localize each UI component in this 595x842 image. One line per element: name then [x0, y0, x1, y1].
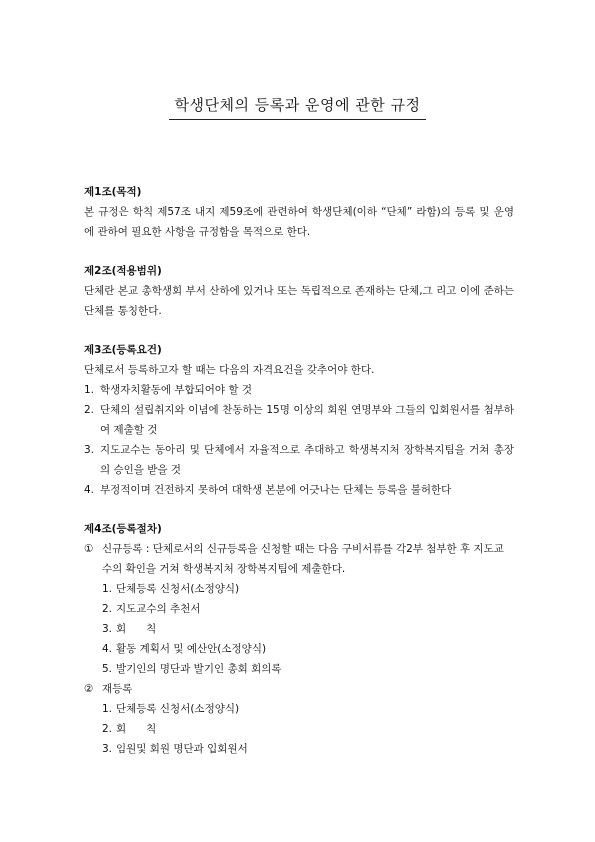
list-item-number: 2. [102, 603, 113, 615]
list-item [84, 480, 514, 500]
list-item [102, 619, 514, 639]
list-item-text: 단체의 설립취지와 이념에 찬동하는 15명 이상의 회원 연명부와 그들의 입회원서를 첨부하여 제출할 것 [100, 404, 514, 436]
article-heading: 제3조(등록요건) [84, 344, 162, 356]
list-item-text: 부정적이며 건전하지 못하여 대학생 본분에 어긋나는 단체는 등록을 불허한다 [100, 484, 452, 496]
document-body [84, 182, 514, 778]
document-title: 학생단체의 등록과 운영에 관한 규정 [169, 94, 427, 120]
list-item-number: 1. [102, 703, 113, 715]
list-item [84, 380, 514, 400]
list-item [102, 699, 514, 719]
list-item-number: 1. [84, 384, 95, 396]
article-text: 단체로서 등록하고자 할 때는 다음의 자격요건을 갖추어야 한다. [84, 364, 375, 376]
list-item [102, 599, 514, 619]
article-2 [84, 261, 514, 321]
list-item-text: 임원및 회원 명단과 입회원서 [116, 743, 248, 755]
list-item-text: 지도교수의 추천서 [116, 603, 201, 615]
list-item-text: 지도교수는 동아리 및 단체에서 자율적으로 추대하고 학생복지처 장학복지팀을 거쳐 총장의 승인을 받을 것 [100, 444, 514, 476]
list-item-number: 5. [102, 663, 113, 675]
article-1 [84, 182, 514, 242]
list-item-text: 회 칙 [116, 623, 157, 635]
list-item [102, 719, 514, 739]
document-list [84, 699, 514, 759]
article-text: 단체란 본교 총학생회 부서 산하에 있거나 또는 독립적으로 존재하는 단체,그 리고 이에 준하는 단체를 통칭한다. [84, 285, 514, 317]
article-heading: 제1조(목적) [84, 186, 142, 198]
list-item-text: 발기인의 명단과 발기인 총회 회의록 [116, 663, 282, 675]
article-3 [84, 340, 514, 500]
list-item-number: 3. [84, 444, 95, 456]
article-heading: 제4조(등록절차) [84, 523, 162, 535]
list-item-text: 단체등록 신청서(소정양식) [116, 703, 240, 715]
section-text: 재등록 [102, 683, 133, 695]
article-heading: 제2조(적용범위) [84, 265, 162, 277]
section-text: 신규등록 : 단체로서의 신규등록을 신청할 때는 다음 구비서류를 각2부 첨부한 후 지도교수의 확인을 거쳐 학생복지처 장학복지팀에 제출한다. [102, 543, 504, 575]
list-item-number: 2. [102, 723, 113, 735]
list-item [102, 739, 514, 759]
list-item [102, 659, 514, 679]
list-item-text: 단체등록 신청서(소정양식) [116, 583, 240, 595]
list-item-number: 1. [102, 583, 113, 595]
list-item [84, 440, 514, 480]
document-title-block [0, 94, 595, 120]
circled-number-mark: ② [84, 683, 94, 695]
list-item-number: 2. [84, 404, 95, 416]
requirement-list [84, 380, 514, 500]
list-item-text: 학생자치활동에 부합되어야 할 것 [100, 384, 253, 396]
article-text: 본 규정은 학칙 제57조 내지 제59조에 관련하여 학생단체(이하 “단체” 라함)의 등록 및 운영에 관하여 필요한 사항을 규정함을 목적으로 한다. [84, 206, 514, 238]
list-item [102, 639, 514, 659]
list-item-text: 활동 계획서 및 예산안(소정양식) [116, 643, 267, 655]
list-item-number: 4. [102, 643, 113, 655]
list-item-number: 4. [84, 484, 95, 496]
document-list [84, 579, 514, 679]
circled-number-mark: ① [84, 543, 94, 555]
article-4 [84, 519, 514, 759]
list-item [84, 400, 514, 440]
list-item-number: 3. [102, 623, 113, 635]
list-item-text: 회 칙 [116, 723, 157, 735]
list-item-number: 3. [102, 743, 113, 755]
procedure-section-new [84, 539, 514, 579]
procedure-section-renewal [84, 679, 514, 699]
list-item [102, 579, 514, 599]
